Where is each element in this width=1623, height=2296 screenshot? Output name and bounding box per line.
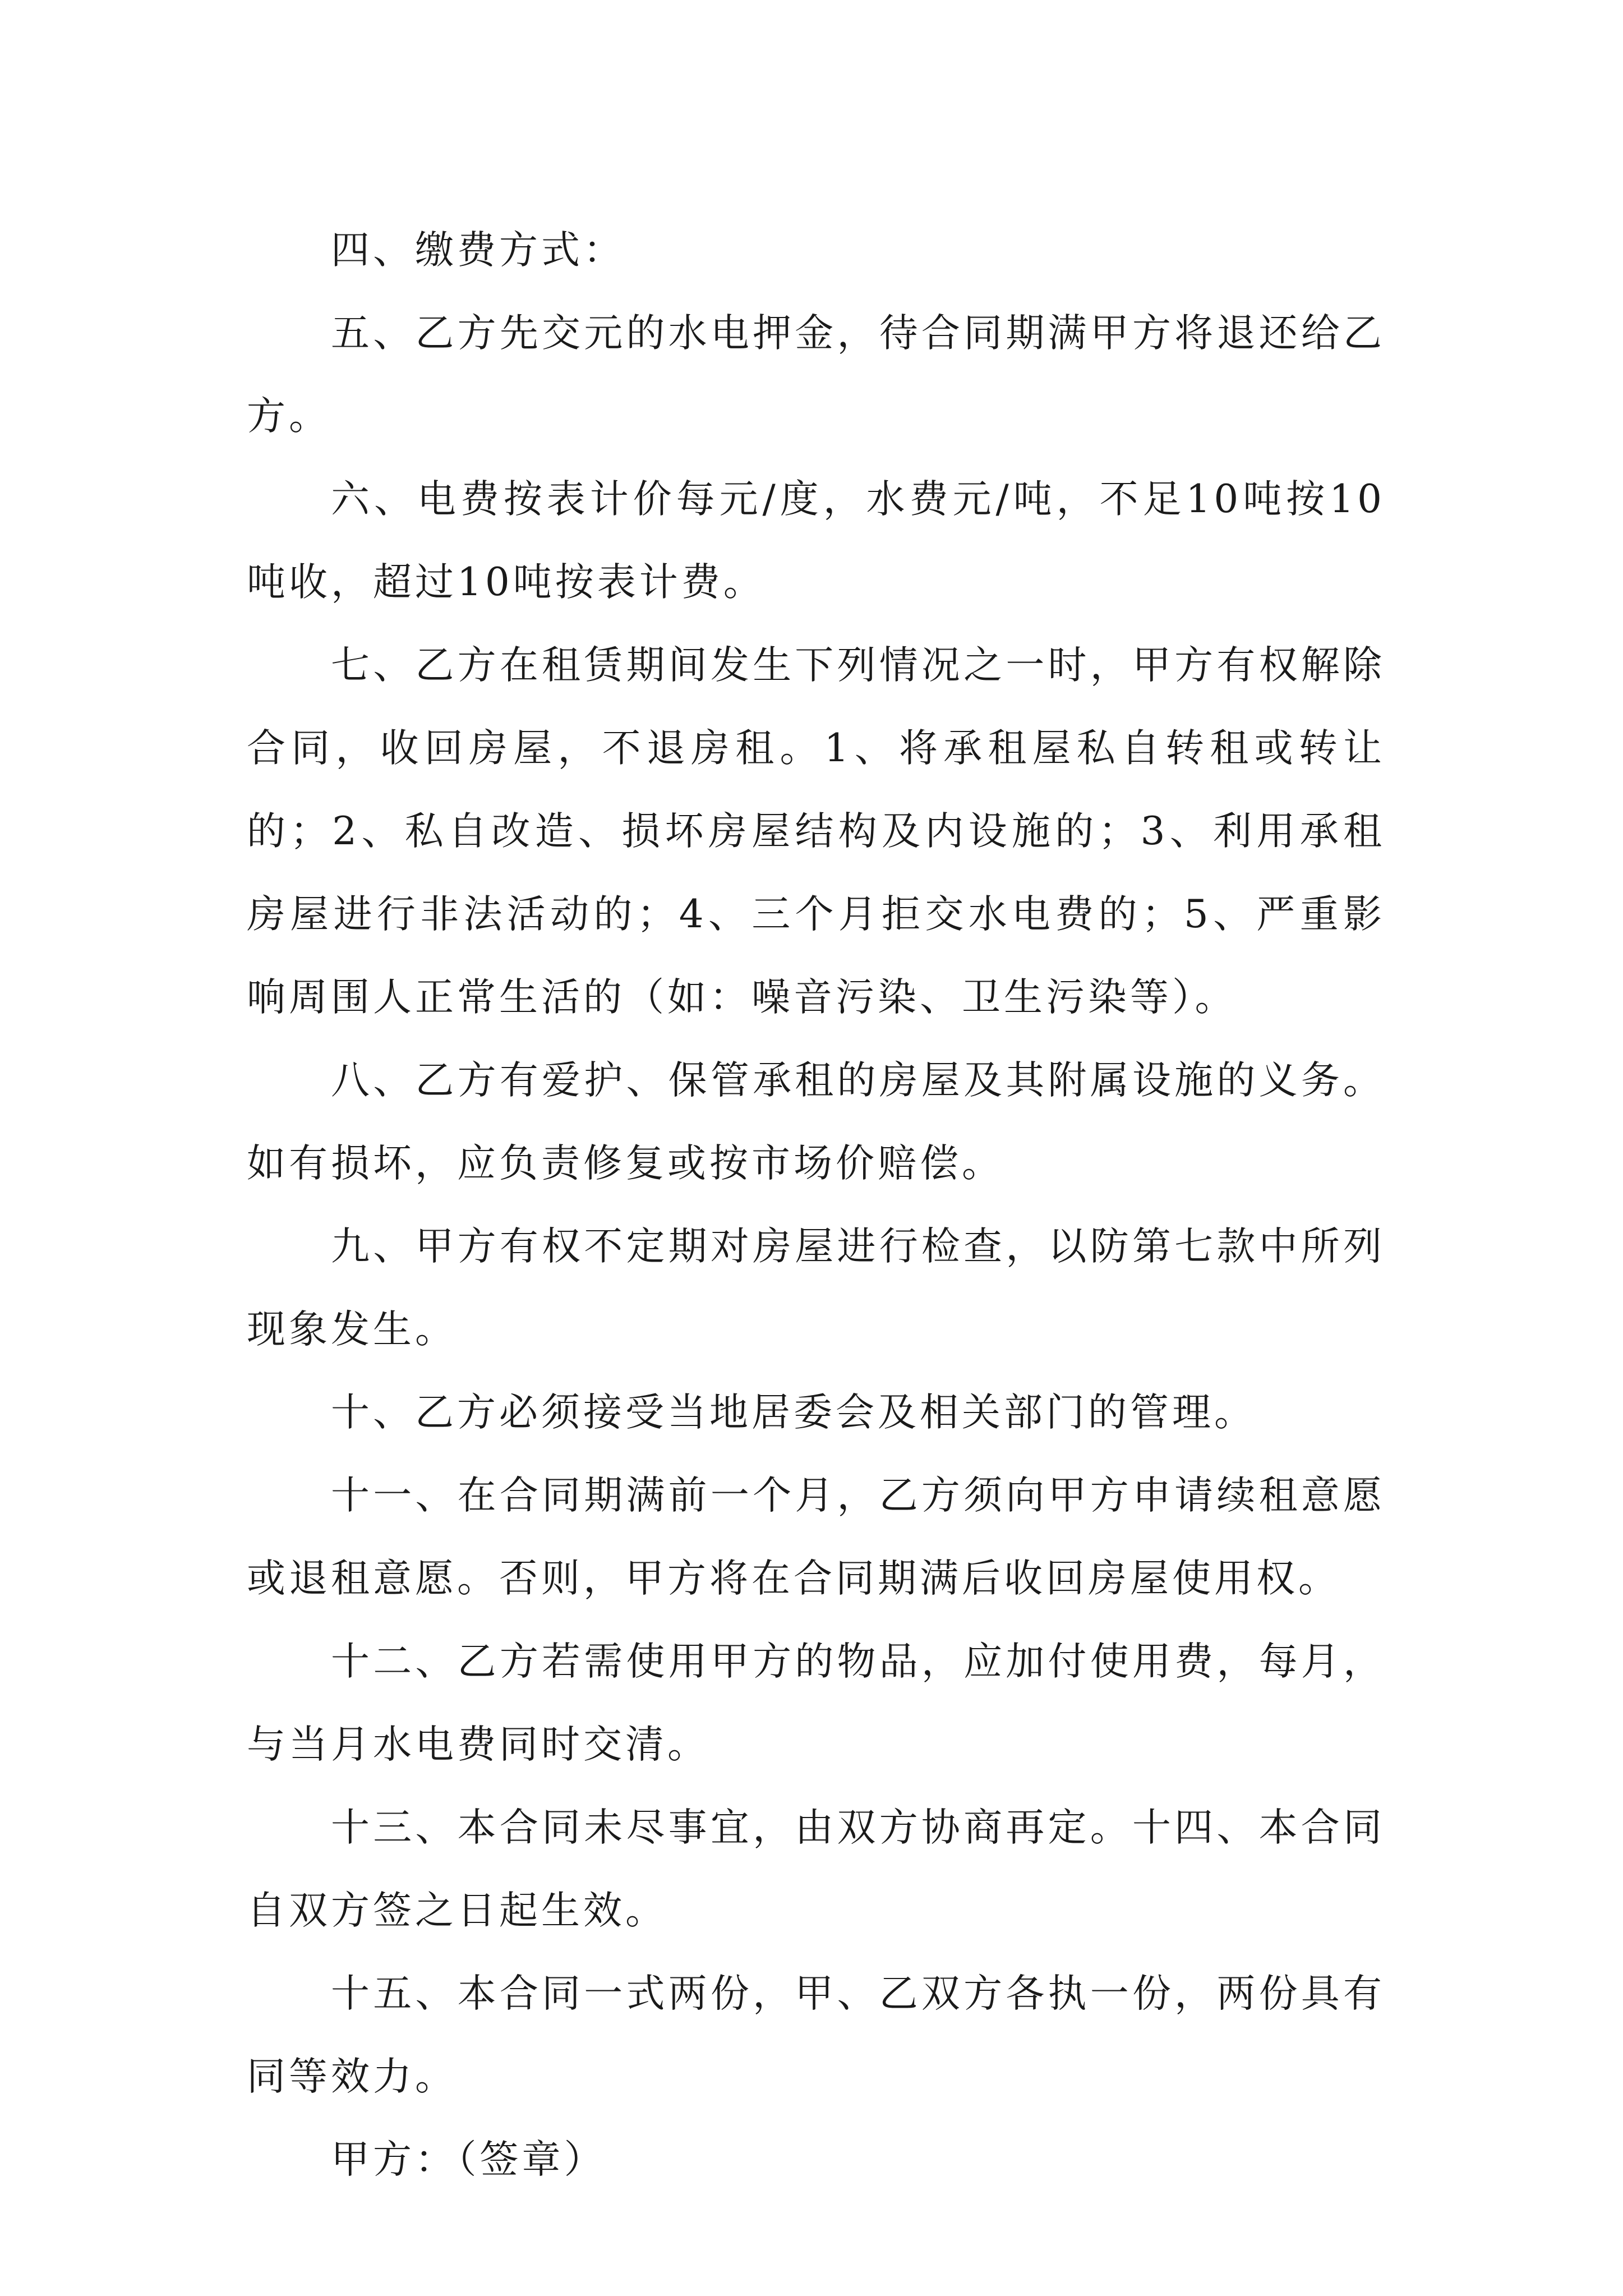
- clause-utility-deposit: 五、乙方先交元的水电押金，待合同期满甲方将退还给乙方。: [247, 311, 1385, 439]
- clause-renewal: 十一、在合同期满前一个月，乙方须向甲方申请续租意愿或退租意愿。否则，甲方将在合同期满后收回房屋使用权。: [247, 1473, 1385, 1601]
- clause-termination-conditions: 七、乙方在租赁期间发生下列情况之一时，甲方有权解除合同，收回房屋，不退房租。1、将承租屋私自转租或转让的；2、私自改造、损坏房屋结构及内设施的；3、利用承租房屋进行非法活动的；4、三个月拒交水电费的；5、严重影响周围人正常生活的（如：噪音污染、卫生污染等）。: [247, 643, 1385, 1020]
- clause-maintenance-duty: 八、乙方有爱护、保管承租的房屋及其附属设施的义务。如有损坏，应负责修复或按市场价赔偿。: [247, 1058, 1385, 1186]
- clause-payment-method: 四、缴费方式：: [331, 228, 625, 273]
- party-a-signature-line: 甲方：（签章）: [331, 2137, 606, 2182]
- clause-effective-date: 十三、本合同未尽事宜，由双方协商再定。十四、本合同自双方签之日起生效。: [247, 1805, 1385, 1933]
- contract-body: [247, 209, 1385, 2201]
- clause-item-usage-fee: 十二、乙方若需使用甲方的物品，应加付使用费，每月，与当月水电费同时交清。: [247, 1639, 1385, 1767]
- clause-utility-rates: 六、电费按表计价每元/度，水费元/吨，不足10吨按10吨收，超过10吨按表计费。: [247, 477, 1385, 605]
- clause-management: 十、乙方必须接受当地居委会及相关部门的管理。: [331, 1390, 1256, 1435]
- clause-inspection-right: 九、甲方有权不定期对房屋进行检查，以防第七款中所列现象发生。: [247, 1224, 1385, 1352]
- clause-copies: 十五、本合同一式两份，甲、乙双方各执一份，两份具有同等效力。: [247, 1971, 1385, 2099]
